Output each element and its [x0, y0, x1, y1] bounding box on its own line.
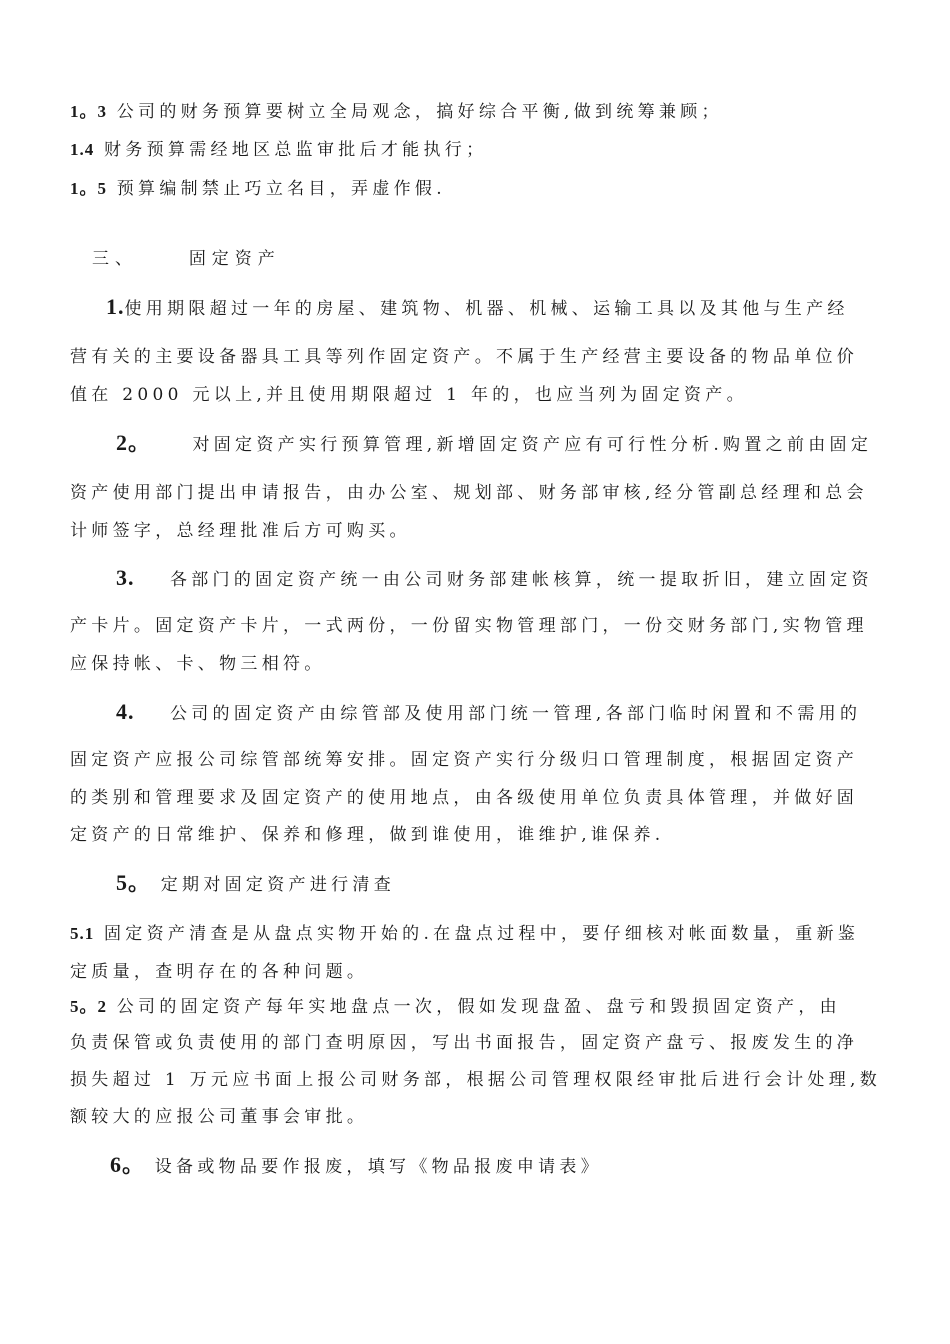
item-number: 1.4 — [70, 140, 95, 159]
para-5-2-line-4: 额较大的应报公司董事会审批。 — [70, 1107, 369, 1127]
para-3-line-2: 产卡片。固定资产卡片，一式两份，一份留实物管理部门，一份交财务部门,实物管理 — [70, 616, 868, 636]
item-1-4 — [70, 139, 487, 161]
para-2-line-2: 资产使用部门提出申请报告，由办公室、规划部、财务部审核,经分管副总经理和总会 — [70, 483, 868, 503]
para-5-2-line-3: 损失超过 1 万元应书面上报公司财务部，根据公司管理权限经审批后进行会计处理,数 — [70, 1070, 882, 1090]
item-text: 公司的财务预算要树立全局观念，搞好综合平衡,做到统筹兼顾； — [116, 102, 723, 122]
para-number: 6。 — [110, 1152, 146, 1177]
section-heading — [92, 248, 281, 270]
para-4-line-3: 的类别和管理要求及固定资产的使用地点，由各级使用单位负责具体管理，并做好固 — [70, 788, 859, 808]
item-1-5 — [70, 178, 446, 200]
item-text: 财务预算需经地区总监审批后才能执行； — [103, 140, 488, 160]
para-5-2-line-1: 5。2 公司的固定资产每年实地盘点一次，假如发现盘盈、盘亏和毁损固定资产，由 — [70, 997, 841, 1017]
item-text: 预算编制禁止巧立名目，弄虚作假. — [116, 179, 446, 199]
item-number: 5.1 — [70, 924, 95, 943]
item-1-3 — [70, 101, 723, 123]
item-number: 5。2 — [70, 997, 107, 1016]
para-5-2-line-2: 负责保管或负责使用的部门查明原因，写出书面报告，固定资产盘亏、报废发生的净 — [70, 1033, 859, 1053]
para-2-line-1: 2。 对固定资产实行预算管理,新增固定资产应有可行性分析.购置之前由固定 — [116, 430, 873, 455]
para-number: 4. — [116, 699, 135, 724]
para-4-line-2: 固定资产应报公司综管部统筹安排。固定资产实行分级归口管理制度，根据固定资产 — [70, 750, 859, 770]
para-5-1-line-2: 定质量，查明存在的各种问题。 — [70, 962, 369, 982]
para-4-line-1: 4. 公司的固定资产由综管部及使用部门统一管理,各部门临时闲置和不需用的 — [116, 699, 862, 724]
para-3-line-3: 应保持帐、卡、物三相符。 — [70, 654, 326, 674]
para-2-line-3: 计师签字，总经理批准后方可购买。 — [70, 521, 411, 541]
para-number: 1. — [106, 294, 125, 319]
section-number: 三、 — [92, 249, 138, 269]
para-1-line-1: 1.使用期限超过一年的房屋、建筑物、机器、机械、运输工具以及其他与生产经 — [106, 294, 849, 319]
para-1-line-2: 营有关的主要设备器具工具等列作固定资产。不属于生产经营主要设备的物品单位价 — [70, 347, 859, 367]
para-3-line-1: 3. 各部门的固定资产统一由公司财务部建帐核算，统一提取折旧，建立固定资 — [116, 565, 873, 590]
para-number: 5。 — [116, 870, 152, 895]
para-5-heading: 5。 定期对固定资产进行清查 — [116, 870, 396, 895]
para-number: 2。 — [116, 430, 152, 455]
item-number: 1。5 — [70, 179, 107, 198]
para-4-line-4: 定资产的日常维护、保养和修理，做到谁使用，谁维护,谁保养. — [70, 825, 665, 845]
para-6: 6。 设备或物品要作报废，填写《物品报废申请表》 — [110, 1152, 603, 1177]
item-number: 1。3 — [70, 102, 107, 121]
para-number: 3. — [116, 565, 135, 590]
section-title: 固定资产 — [188, 249, 281, 269]
para-5-1-line-1: 5.1 固定资产清查是从盘点实物开始的.在盘点过程中，要仔细核对帐面数量，重新鉴 — [70, 924, 860, 944]
para-1-line-3: 值在 2000 元以上,并且使用期限超过 1 年的，也应当列为固定资产。 — [70, 385, 748, 405]
